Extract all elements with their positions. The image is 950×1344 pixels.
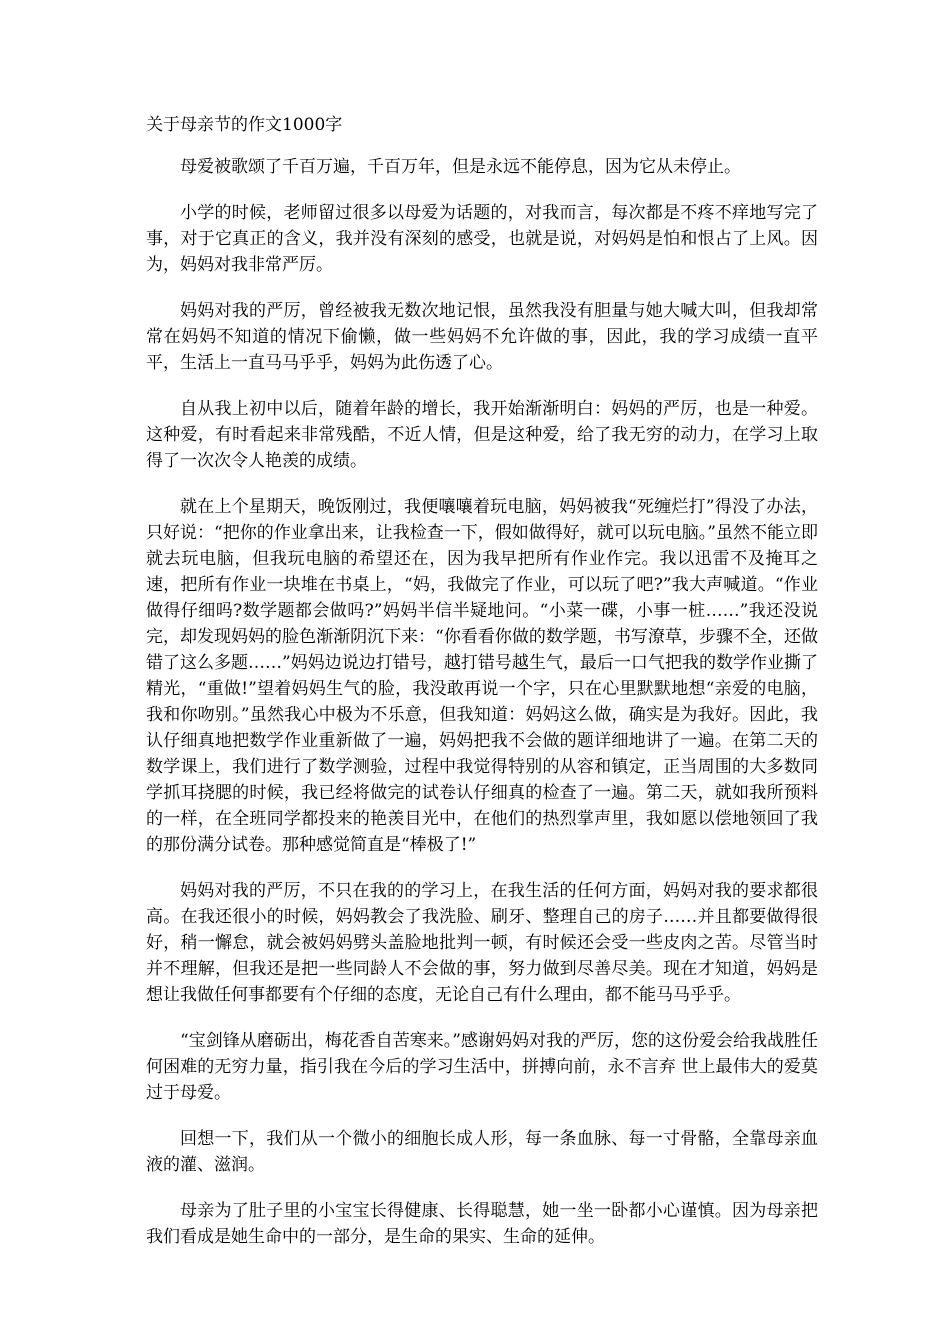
paragraph-1: 母爱被歌颂了千百万遍，千百万年，但是永远不能停息，因为它从未停止。 [180,157,741,177]
paragraph-3: 妈妈对我的严厉，曾经被我无数次地记恨，虽然我没有胆量与她大喊大叫，但我却常常在妈妈不知道的情况下偷懒，做一些妈妈不允许做的事，因此，我的学习成绩一直平平，生活上一直马马乎乎，妈妈为此伤透了心。 [146,301,818,373]
paragraph-8: 回想一下，我们从一个微小的细胞长成人形，每一条血脉、每一寸骨骼，全靠母亲血液的灌、滋润。 [146,1129,818,1175]
document-page [146,112,818,1270]
paragraph-7: “宝剑锋从磨砺出，梅花香自苦寒来。”感谢妈妈对我的严厉，您的这份爱会给我战胜任何困难的无穷力量，指引我在今后的学习生活中，拼搏向前，永不言弃 世上最伟大的爱莫过于母爱。 [146,1031,818,1103]
paragraph-2: 小学的时候，老师留过很多以母爱为话题的，对我而言，每次都是不疼不痒地写完了事，对于它真正的含义，我并没有深刻的感受，也就是说，对妈妈是怕和恨占了上风。因为，妈妈对我非常严厉。 [146,203,818,275]
paragraph-6: 妈妈对我的严厉，不只在我的的学习上，在我生活的任何方面，妈妈对我的要求都很高。在我还很小的时候，妈妈教会了我洗脸、刷牙、整理自己的房子……并且都要做得很好，稍一懈怠，就会被妈妈劈头盖脸地批判一顿，有时候还会受一些皮肉之苦。尽管当时并不理解，但我还是把一些同龄人不会做的事，努力做到尽善尽美。现在才知道，妈妈是想让我做任何事都要有个仔细的态度，无论自己有什么理由，都不能马马乎乎。 [146,881,818,1005]
document-title: 关于母亲节的作文1000字 [146,115,343,135]
paragraph-5: 就在上个星期天，晚饭刚过，我便嚷嚷着玩电脑，妈妈被我“死缠烂打”得没了办法，只好说：“把你的作业拿出来，让我检查一下，假如做得好，就可以玩电脑。”虽然不能立即就去玩电脑，但我玩电脑的希望还在，因为我早把所有作业作完。我以迅雷不及掩耳之速，把所有作业一块堆在书桌上，“妈，我做完了作业，可以玩了吧?”我大声喊道。“作业做得仔细吗?数学题都会做吗?”妈妈半信半疑地问。“小菜一碟，小事一桩……”我还没说完，却发现妈妈的脸色渐渐阴沉下来：“你看看你做的数学题，书写潦草，步骤不全，还做错了这么多题……”妈妈边说边打错号，越打错号越生气，最后一口气把我的数学作业撕了精光，“重做!”望着妈妈生气的脸，我没敢再说一个字，只在心里默默地想“亲爱的电脑，我和你吻别。”虽然我心中极为不乐意，但我知道：妈妈这么做，确实是为我好。因此，我认仔细真地把数学作业重新做了一遍，妈妈把我不会做的题详细地讲了一遍。在第二天的数学课上，我们进行了数学测验，过程中我觉得特别的从容和镇定，正当周围的大多数同学抓耳挠腮的时候，我已经将做完的试卷认仔细真的检查了一遍。第二天，就如我所预料的一样，在全班同学都投来的艳羡目光中，在他们的热烈掌声里，我如愿以偿地领回了我的那份满分试卷。那种感觉简直是“棒极了!” [146,497,818,855]
paragraph-4: 自从我上初中以后，随着年龄的增长，我开始渐渐明白：妈妈的严厉，也是一种爱。这种爱，有时看起来非常残酷，不近人情，但是这种爱，给了我无穷的动力，在学习上取得了一次次令人艳羡的成绩。 [146,399,818,471]
paragraph-9: 母亲为了肚子里的小宝宝长得健康、长得聪慧，她一坐一卧都小心谨慎。因为母亲把我们看成是她生命中的一部分，是生命的果实、生命的延伸。 [146,1201,818,1247]
